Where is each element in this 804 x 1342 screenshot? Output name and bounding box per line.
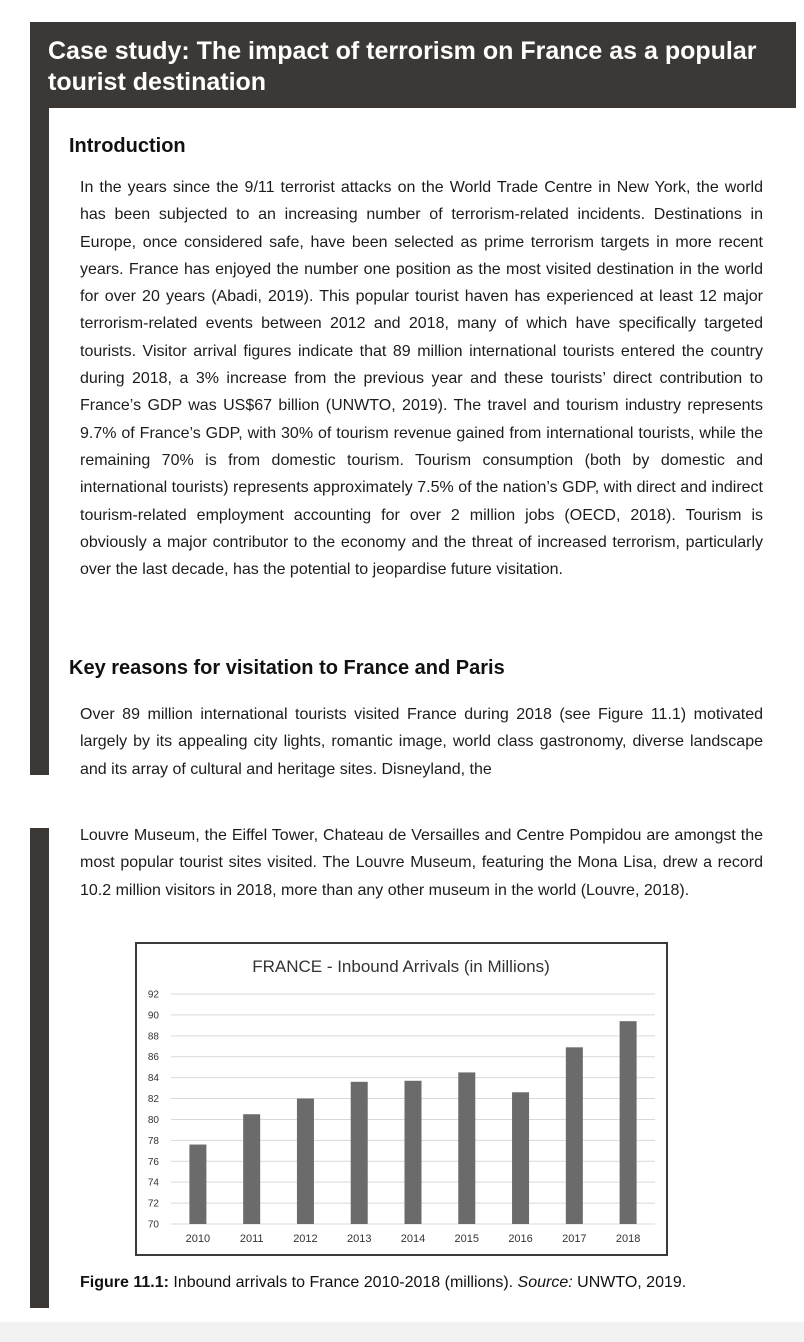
y-tick-label: 76 xyxy=(147,1156,159,1168)
x-tick-label: 2017 xyxy=(562,1233,587,1245)
bar-2016 xyxy=(512,1092,529,1224)
y-tick-label: 84 xyxy=(147,1073,159,1085)
bar-2015 xyxy=(458,1072,475,1224)
bar-2017 xyxy=(566,1047,583,1224)
chart-svg xyxy=(137,944,666,1254)
y-tick-label: 90 xyxy=(147,1010,159,1022)
key-reasons-paragraph: Over 89 million international tourists visited France during 2018 (see Figure 11.1) motivated largely by its appealing city lights, romantic image, world class gastronomy, diverse landscape and its array of cultural and heritage sites. Disneyland, the xyxy=(80,706,763,778)
figure-text: Inbound arrivals to France 2010-2018 (millions). xyxy=(168,1274,518,1291)
key-reasons-paragraph-continued: Louvre Museum, the Eiffel Tower, Chateau de Versailles and Centre Pompidou are amongst the most popular tourist sites visited. The Louvre Museum, featuring the Mona Lisa, drew a record 10.2 million visitors in 2018, more than any other museum in the world (Louvre, 2018). xyxy=(80,827,763,899)
y-tick-label: 86 xyxy=(147,1052,159,1064)
y-tick-label: 80 xyxy=(147,1114,159,1126)
bar-2013 xyxy=(351,1082,368,1224)
inbound-arrivals-chart xyxy=(135,942,668,1256)
y-tick-label: 72 xyxy=(147,1198,159,1210)
x-tick-label: 2016 xyxy=(508,1233,533,1245)
figure-source-label: Source: xyxy=(517,1274,573,1291)
y-tick-label: 70 xyxy=(147,1219,159,1231)
x-tick-label: 2010 xyxy=(185,1233,211,1245)
y-tick-label: 82 xyxy=(147,1094,159,1106)
figure-label: Figure 11.1: xyxy=(80,1274,169,1291)
page-bottom-strip xyxy=(0,1322,804,1342)
y-tick-label: 92 xyxy=(147,989,159,1001)
y-tick-label: 78 xyxy=(147,1135,159,1147)
case-study-title: Case study: The impact of terrorism on France as a popular tourist destination xyxy=(48,37,757,96)
figure-source-text: UNWTO, 2019. xyxy=(572,1274,687,1291)
bar-2011 xyxy=(243,1114,260,1224)
bar-2010 xyxy=(189,1145,206,1224)
key-reasons-heading: Key reasons for visitation to France and Paris xyxy=(69,657,505,679)
figure-caption xyxy=(80,1274,770,1292)
bar-2012 xyxy=(297,1099,314,1224)
y-tick-label: 74 xyxy=(147,1177,159,1189)
bar-2014 xyxy=(405,1081,422,1224)
case-study-header xyxy=(30,22,796,108)
left-accent-bar xyxy=(30,108,49,775)
x-tick-label: 2018 xyxy=(615,1233,641,1245)
x-tick-label: 2012 xyxy=(293,1233,318,1245)
x-tick-label: 2014 xyxy=(400,1233,426,1245)
bar-2018 xyxy=(620,1021,637,1224)
introduction-heading: Introduction xyxy=(69,135,186,157)
chart-title: FRANCE - Inbound Arrivals (in Millions) xyxy=(252,957,550,976)
left-accent-bar xyxy=(30,828,49,1308)
introduction-paragraph: In the years since the 9/11 terrorist attacks on the World Trade Centre in New York, the world has been subjected to an increasing number of terrorism-related incidents. Destinations in Europe, once considered safe, have been selected as prime terrorism targets in more recent years. France has enjoyed the number one position as the most visited destination in the world for over 20 years (Abadi, 2019). This popular tourist haven has experienced at least 12 major terrorism-related events between 2012 and 2018, many of which have specifically targeted tourists. Visitor arrival figures indicate that 89 million international tourists entered the country during 2018, a 3% increase from the previous year and these tourists’ direct contribution to France’s GDP was US$67 billion (UNWTO, 2019). The travel and tourism industry represents 9.7% of France’s GDP, with 30% of tourism revenue gained from international tourists, while the remaining 70% is from domestic tourism. Tourism consumption (both by domestic and international tourists) represents approximately 7.5% of the nation’s GDP, with direct and indirect tourism-related employment accounting for over 2 million jobs (OECD, 2018). Tourism is obviously a major contributor to the economy and the threat of increased terrorism, particularly over the last decade, has the potential to jeopardise future visitation. xyxy=(80,179,763,579)
x-tick-label: 2011 xyxy=(239,1233,264,1245)
x-tick-label: 2013 xyxy=(346,1233,372,1245)
y-tick-label: 88 xyxy=(147,1031,159,1043)
x-tick-label: 2015 xyxy=(454,1233,480,1245)
